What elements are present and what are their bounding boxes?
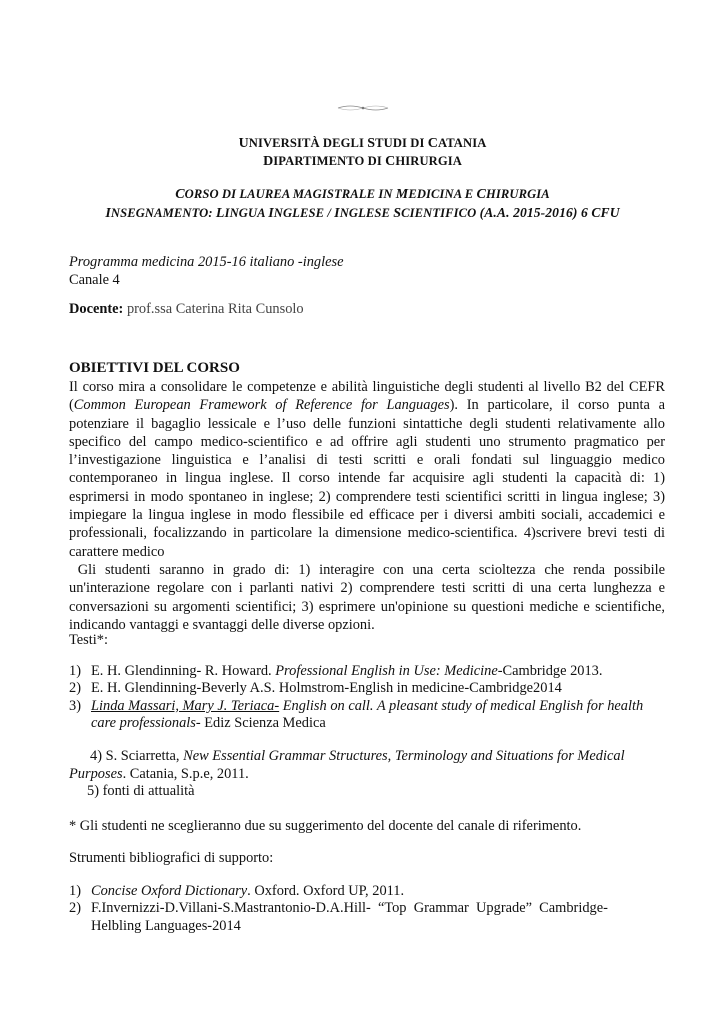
ornament-divider-icon — [336, 103, 390, 113]
testi-list — [69, 663, 669, 733]
strumenti-title: Strumenti bibliografici di supporto: — [69, 850, 274, 866]
docente-name: prof.ssa Caterina Rita Cunsolo — [123, 301, 304, 317]
docente-label: Docente: — [69, 301, 124, 317]
testo-4-line1: 4) S. Sciarretta, New Essential Grammar Structures, Terminology and Situations for Medical — [90, 748, 625, 764]
teaching-title: INSEGNAMENTO: LINGUA INGLESE / INGLESE SCIENTIFICO (A.A. 2015-2016) 6 CFU — [105, 205, 620, 221]
testi-title: Testi*: — [69, 632, 108, 648]
list-item: 3) Linda Massari, Mary J. Teriaca- English on call. A pleasant study of medical English for health care professionals- Ediz Scienza Medica — [69, 697, 644, 732]
docente-line — [69, 301, 304, 318]
department-name: DIPARTIMENTO DI CHIRURGIA — [263, 154, 462, 169]
list-item: 2) F.Invernizzi-D.Villani-S.Mastrantonio-D.A.Hill- “Top Grammar Upgrade” Cambridge- Helbling Languages-2014 — [69, 900, 608, 934]
testo-4-line2: Purposes. Catania, S.p.e, 2011. — [69, 766, 249, 782]
list-item: 2) E. H. Glendinning-Beverly A.S. Holmstrom-English in medicine-Cambridge2014 — [69, 680, 562, 697]
strumenti-list — [69, 883, 659, 935]
course-name: CORSO DI LAUREA MAGISTRALE IN MEDICINA E CHIRURGIA — [175, 187, 550, 202]
list-item: 1) E. H. Glendinning- R. Howard. Professional English in Use: Medicine-Cambridge 2013. — [69, 663, 603, 679]
obiettivi-paragraph: Il corso mira a consolidare le competenze e abilità linguistiche degli studenti al livello B2 del CEFR (Common European Framework of Reference for Languages). In particolare, il corso punta a potenziare il bagaglio lessicale e l’uso delle funzioni sintattiche degli studenti relativamente allo specifico del campo medico-scientifico e ad offrire agli studenti uno strumento pragmatico per l’investigazione linguistica e l’analisi di testi scritti e orali fondati sul linguaggio medico contemporaneo in lingua inglese. Il corso intende far acquisire agli studenti la capacità di: 1) esprimersi in modo spontaneo in inglese; 2) comprendere testi scientifici scritti in lingua inglese; 3) impiegare la lingua inglese in modo flessibile ed efficace per i diversi ambiti sociali, accademici e professionali, focalizzando in particolare la dimensione medico-scientifica. 4)scrivere brevi testi di carattere medico Gli studenti saranno in grado di: 1) interagire con una certa scioltezza che renda possibile un'interazione regolare con i parlanti nativi 2) comprendere testi scritti di una certa lunghezza e conversazioni su argomenti scientifici; 3) esprimere un'opinione su questioni mediche e scientifiche, indicando vantaggi e svantaggi delle diverse opzioni. — [69, 379, 665, 633]
canale-line: Canale 4 — [69, 272, 120, 288]
university-name: UNIVERSITÀ DEGLI STUDI DI CATANIA — [238, 136, 487, 151]
list-item: 1) Concise Oxford Dictionary. Oxford. Oxford UP, 2011. — [69, 883, 405, 899]
obiettivi-title: OBIETTIVI DEL CORSO — [69, 360, 240, 376]
programma-line: Programma medicina 2015-16 italiano -inglese — [69, 254, 344, 270]
testo-5: 5) fonti di attualità — [87, 783, 195, 799]
note-line: * Gli studenti ne sceglieranno due su suggerimento del docente del canale di riferimento. — [69, 818, 582, 834]
